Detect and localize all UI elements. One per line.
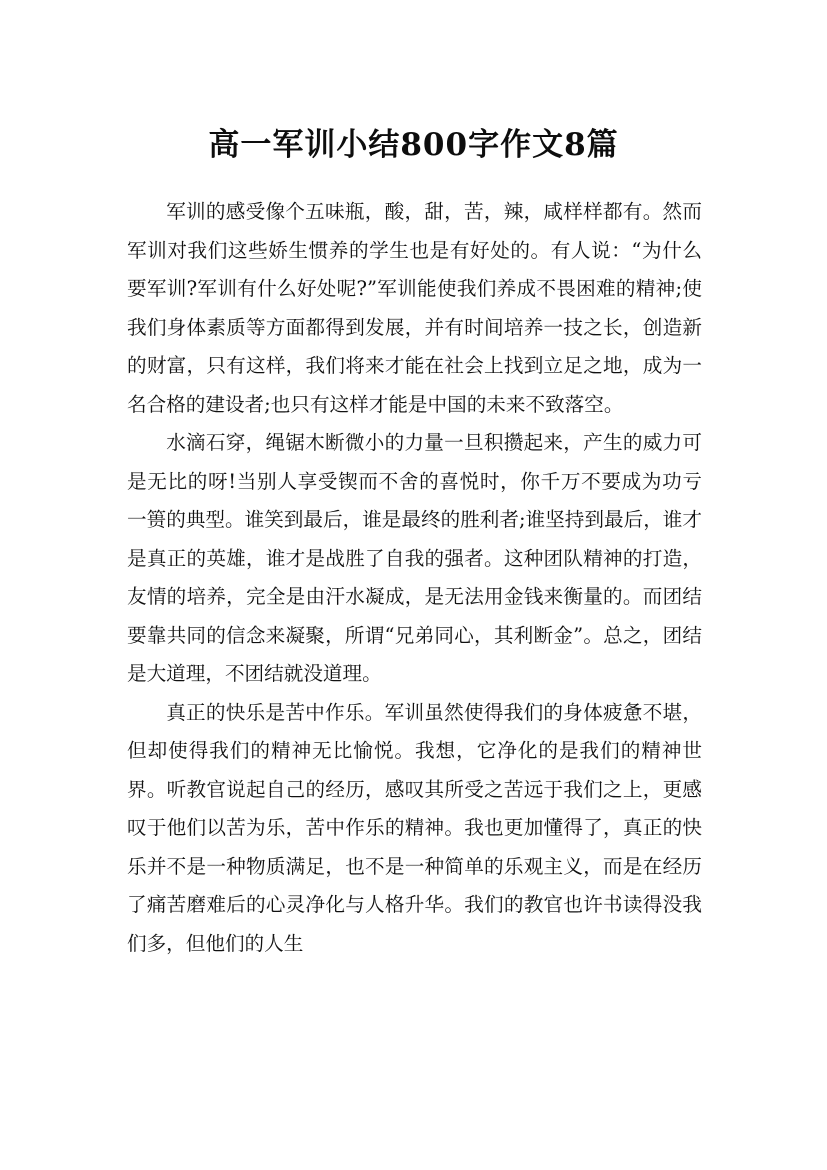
document-title: 高一军训小结800字作文8篇	[208, 126, 619, 163]
document-body	[127, 193, 702, 963]
paragraph-3: 真正的快乐是苦中作乐。军训虽然使得我们的身体疲惫不堪，但却使得我们的精神无比愉悦。我想，它净化的是我们的精神世界。听教官说起自己的经历，感叹其所受之苦远于我们之上，更感叹于他们以苦为乐，苦中作乐的精神。我也更加懂得了，真正的快乐并不是一种物质满足，也不是一种简单的乐观主义，而是在经历了痛苦磨难后的心灵净化与人格升华。我们的教官也许书读得没我们多，但他们的人生	[127, 700, 702, 955]
paragraph-1: 军训的感受像个五味瓶，酸，甜，苦，辣，咸样样都有。然而军训对我们这些娇生惯养的学生也是有好处的。有人说：“为什么要军训?军训有什么好处呢?”军训能使我们养成不畏困难的精神;使我们身体素质等方面都得到发展，并有时间培养一技之长，创造新的财富，只有这样，我们将来才能在社会上找到立足之地，成为一名合格的建设者;也只有这样才能是中国的未来不致落空。	[127, 200, 702, 416]
paragraph-2: 水滴石穿，绳锯木断微小的力量一旦积攒起来，产生的威力可是无比的呀!当别人享受锲而不舍的喜悦时，你千万不要成为功亏一篑的典型。谁笑到最后，谁是最终的胜利者;谁坚持到最后，谁才是真正的英雄，谁才是战胜了自我的强者。这种团队精神的打造，友情的培养，完全是由汗水凝成，是无法用金钱来衡量的。而团结要靠共同的信念来凝聚，所谓“兄弟同心，其利断金”。总之，团结是大道理，不团结就没道理。	[127, 431, 702, 685]
